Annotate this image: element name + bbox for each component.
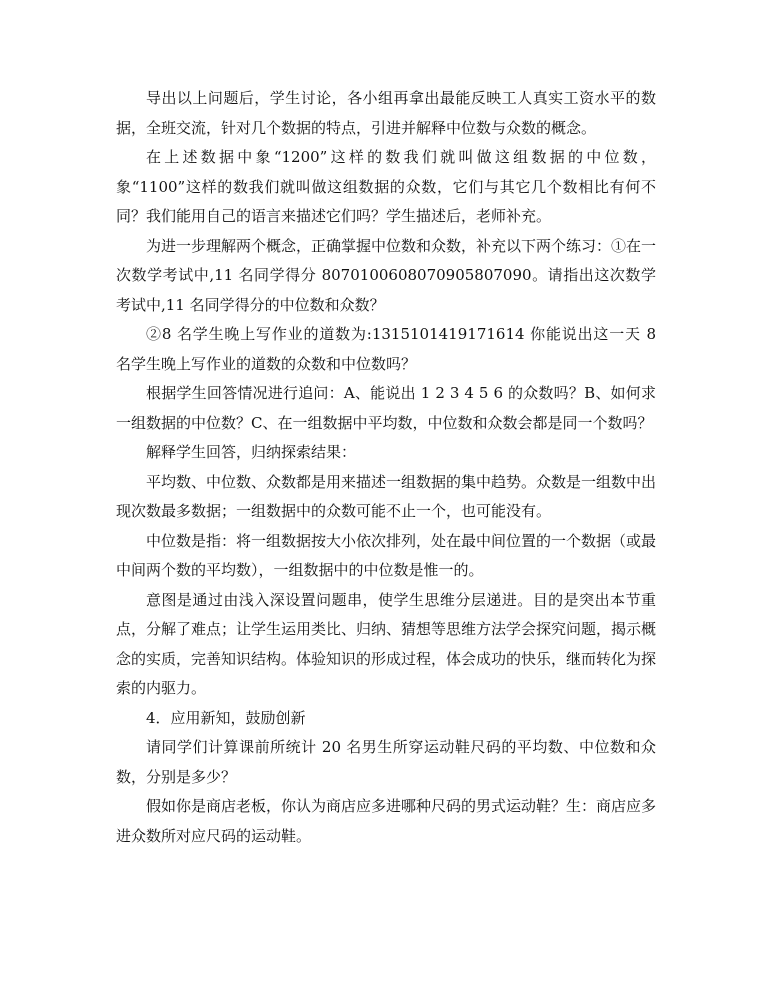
- paragraph-2: 在上述数据中象“1200”这样的数我们就叫做这组数据的中位数，象“1100”这样的数我们就叫做这组数据的众数，它们与其它几个数相比有何不同？我们能用自己的语言来描述它们吗？学生描述后，老师补充。: [116, 148, 656, 225]
- paragraph-4: ②8 名学生晚上写作业的道数为:1315101419171614 你能说出这一天 8 名学生晚上写作业的道数的众数和中位数吗？: [116, 325, 656, 373]
- document-body: [116, 84, 656, 851]
- paragraph-5: 根据学生回答情况进行追问：A、能说出 1 2 3 4 5 6 的众数吗？B、如何求一组数据的中位数？C、在一组数据中平均数，中位数和众数会都是同一个数吗？: [116, 384, 656, 432]
- section-heading: 4．应用新知，鼓励创新: [146, 708, 306, 727]
- paragraph-7: 平均数、中位数、众数都是用来描述一组数据的集中趋势。众数是一组数中出现次数最多数据；一组数据中的众数可能不止一个，也可能没有。: [116, 472, 657, 520]
- paragraph-1: 导出以上问题后，学生讨论，各小组再拿出最能反映工人真实工资水平的数据，全班交流，针对几个数据的特点，引进并解释中位数与众数的概念。: [116, 89, 656, 137]
- paragraph-10: 请同学们计算课前所统计 20 名男生所穿运动鞋尺码的平均数、中位数和众数，分别是多少？: [116, 738, 656, 786]
- paragraph-3: 为进一步理解两个概念，正确掌握中位数和众数，补充以下两个练习：①在一次数学考试中,11 名同学得分 8070100608070905807090。请指出这次数学考试中,11 名同学得分的中位数和众数？: [116, 236, 657, 314]
- paragraph-6: 解释学生回答，归纳探索结果：: [146, 443, 357, 461]
- paragraph-9: 意图是通过由浅入深设置问题串，使学生思维分层递进。目的是突出本节重点，分解了难点；让学生运用类比、归纳、猜想等思维方法学会探究问题，揭示概念的实质，完善知识结构。体验知识的形成过程，体会成功的快乐，继而转化为探索的内驱力。: [116, 590, 657, 697]
- paragraph-11: 假如你是商店老板，你认为商店应多进哪种尺码的男式运动鞋？生：商店应多进众数所对应尺码的运动鞋。: [116, 797, 657, 845]
- paragraph-8: 中位数是指：将一组数据按大小依次排列，处在最中间位置的一个数据（或最中间两个数的平均数），一组数据中的中位数是惟一的。: [116, 531, 657, 579]
